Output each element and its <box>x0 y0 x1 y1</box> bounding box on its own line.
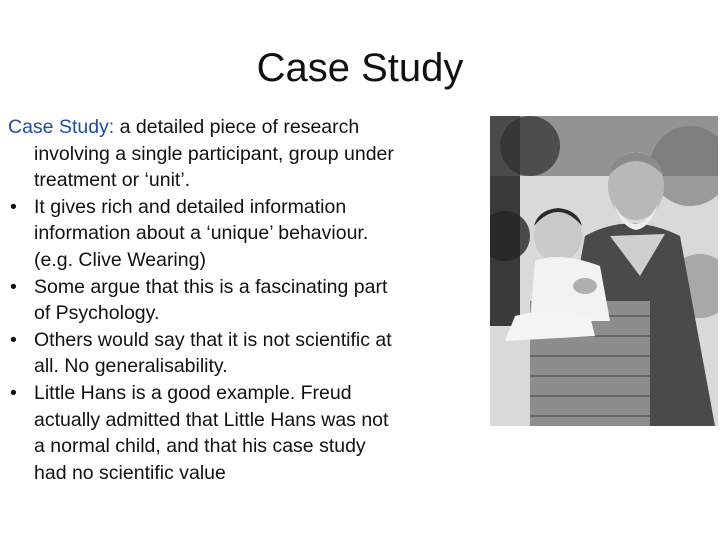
bullet-icon: • <box>10 195 17 218</box>
photo-illustration <box>490 116 718 426</box>
bullet-icon: • <box>10 381 17 404</box>
bullet-icon: • <box>10 275 17 298</box>
bullet-text: It gives rich and detailed information information about a ‘unique’ behaviour. (e.g. Clive Wearing) <box>34 195 369 271</box>
definition-paragraph <box>8 114 398 194</box>
freud-photo <box>490 116 718 426</box>
bullet-item <box>8 380 398 486</box>
bullet-item <box>8 274 398 327</box>
definition-text: a detailed piece of research involving a single participant, group under treatment or ‘unit’. <box>34 116 394 192</box>
definition-term: Case Study: <box>8 116 115 138</box>
bullet-text: Little Hans is a good example. Freud actually admitted that Little Hans was not a normal child, and that his case study had no scientific value <box>34 381 389 484</box>
bullet-item <box>8 327 398 380</box>
bullet-text: Some argue that this is a fascinating part of Psychology. <box>34 275 388 325</box>
bullet-text: Others would say that it is not scientific at all. No generalisability. <box>34 328 392 378</box>
bullet-icon: • <box>10 328 17 351</box>
bullet-list <box>8 194 398 487</box>
slide-title: Case Study <box>256 46 464 90</box>
bullet-item <box>8 194 398 274</box>
slide-body <box>8 114 398 486</box>
